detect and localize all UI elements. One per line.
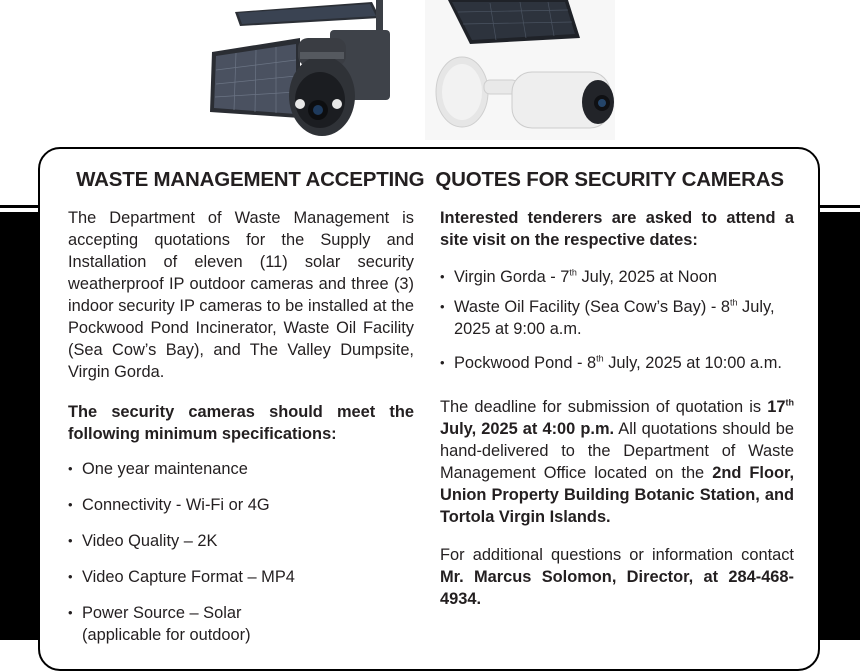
deadline-day: 17	[767, 398, 786, 416]
deadline-paragraph	[440, 396, 794, 528]
contact-paragraph	[440, 544, 794, 610]
list-item	[440, 266, 794, 288]
white-bullet-camera-illustration	[425, 0, 615, 140]
visit-text: July, 2025 at 9:00 a.m.	[454, 298, 775, 338]
visit-text: Virgin Gorda - 7	[454, 268, 570, 286]
spec-power-text: Power Source – Solar	[82, 604, 242, 622]
list-item: • Connectivity - Wi-Fi or 4G	[68, 494, 414, 516]
visit-sup: th	[569, 267, 577, 278]
visit-sup: th	[596, 353, 604, 364]
visit-sup: th	[729, 297, 738, 308]
list-item: • Video Capture Format – MP4	[68, 566, 414, 588]
left-column	[68, 207, 414, 646]
deadline-sup: th	[785, 397, 794, 408]
office-location: 2nd Floor, Union Property Building Botanic Station, and Tortola Virgin Islands.	[440, 464, 795, 526]
specs-heading: The security cameras should meet the following minimum specifications:	[68, 403, 414, 443]
list-item: • One year maintenance	[68, 458, 414, 480]
ptz-camera-illustration	[210, 0, 390, 136]
list-item: • Video Quality – 2K	[68, 530, 414, 552]
deadline-time: July, 2025 at 4:00 p.m.	[440, 420, 615, 438]
right-rule	[816, 205, 860, 208]
specs-list	[68, 458, 414, 646]
left-black-band	[0, 212, 41, 640]
contact-person: Mr. Marcus Solomon, Director, at 284-468-4934.	[440, 568, 794, 608]
visit-text: July, 2025 at Noon	[576, 268, 717, 286]
contact-text: For additional questions or information contact	[440, 546, 794, 564]
left-rule	[0, 205, 41, 208]
page-title: WASTE MANAGEMENT ACCEPTING QUOTES FOR SECURITY CAMERAS	[76, 168, 784, 191]
site-visit-heading: Interested tenderers are asked to attend a site visit on the respective dates:	[440, 209, 794, 249]
security-camera-product-image	[0, 0, 860, 150]
list-item	[440, 352, 794, 374]
visit-text: Waste Oil Facility (Sea Cow’s Bay) - 8	[454, 298, 730, 316]
visit-text: July, 2025 at 10:00 a.m.	[603, 354, 782, 372]
deadline-text: All quotations should be hand-delivered to the Department of Waste Management Office located on the	[440, 420, 794, 482]
site-visit-list	[440, 266, 794, 374]
spec-power-note: (applicable for outdoor)	[82, 626, 251, 644]
list-item	[440, 296, 794, 340]
visit-text: Pockwood Pond - 8	[454, 354, 597, 372]
right-black-band	[816, 212, 860, 640]
intro-paragraph: The Department of Waste Management is accepting quotations for the Supply and Installation of eleven (11) solar security weatherproof IP outdoor cameras and three (3) indoor security IP cameras to be installed at the Pockwood Pond Incinerator, Waste Oil Facility (Sea Cow’s Bay), and The Valley Dumpsite, Virgin Gorda.	[68, 209, 414, 381]
deadline-text: The deadline for submission of quotation is	[440, 398, 768, 416]
right-column	[440, 207, 794, 610]
list-item	[68, 602, 414, 646]
